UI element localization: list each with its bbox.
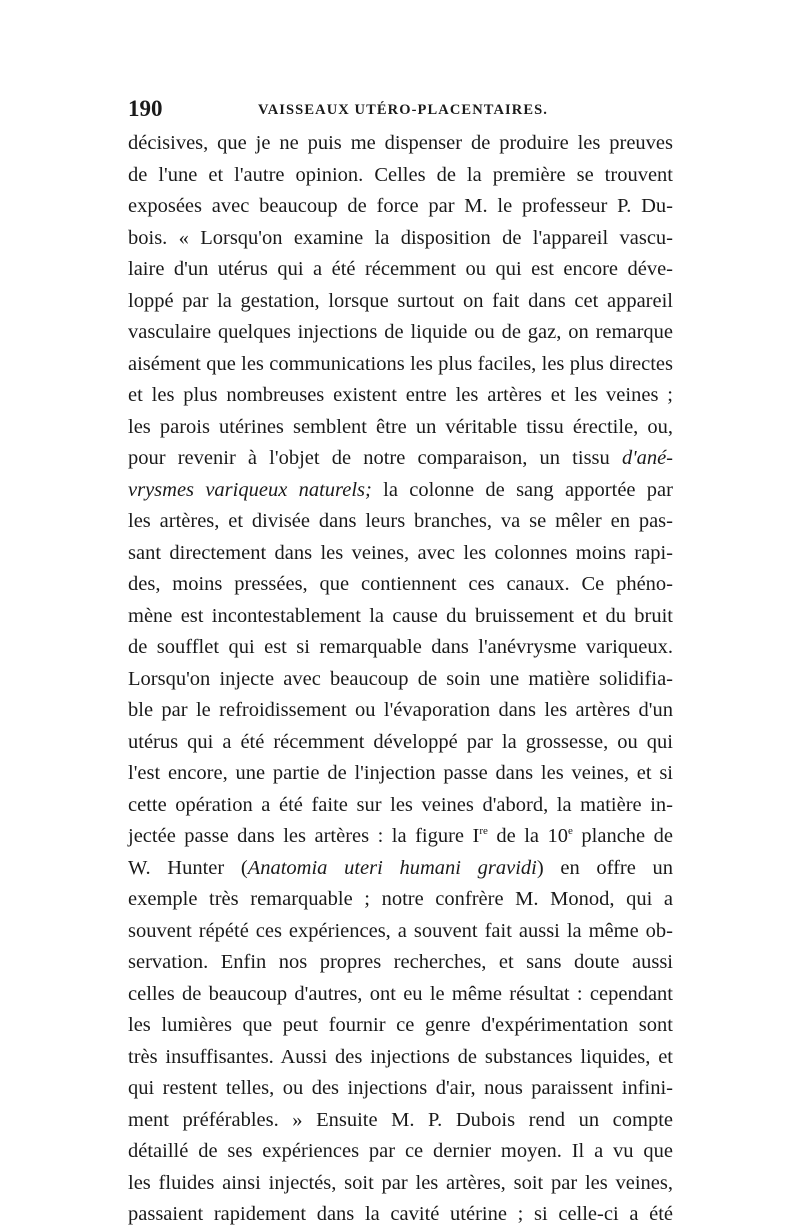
text-line bbox=[128, 632, 673, 664]
text-segment: les artères, et divisée dans leurs branches, va se mêler en pas- bbox=[128, 510, 673, 532]
text-segment: Lorsqu'on injecte avec beaucoup de soin une matière solidifia- bbox=[128, 667, 673, 690]
text-segment: des, moins pressées, que contiennent ces canaux. Ce phéno- bbox=[128, 573, 673, 595]
text-line bbox=[128, 695, 673, 727]
text-segment: mène est incontestablement la cause du bruissement et du bruit bbox=[128, 604, 673, 627]
text-line bbox=[128, 128, 673, 160]
text-line bbox=[128, 380, 673, 412]
text-segment: planche de bbox=[572, 825, 673, 847]
text-segment: détaillé de ses expériences par ce dernier moyen. Il a vu que bbox=[128, 1140, 673, 1162]
text-segment: décisives, que je ne puis me dispenser de produire les preuves bbox=[128, 132, 673, 154]
text-line bbox=[128, 947, 673, 979]
text-line bbox=[128, 664, 673, 696]
text-segment: les parois utérines semblent être un véritable tissu érectile, ou, bbox=[128, 415, 673, 438]
text-segment: de l'une et l'autre opinion. Celles de la première se trouvent bbox=[128, 163, 673, 186]
text-line bbox=[128, 443, 673, 475]
text-segment: souvent répété ces expériences, a souvent fait aussi la même ob- bbox=[128, 919, 673, 942]
text-line bbox=[128, 1105, 673, 1137]
text-line bbox=[128, 191, 673, 223]
text-segment: la colonne de sang apportée par bbox=[371, 478, 673, 501]
text-segment: qui restent telles, ou des injections d'air, nous paraissent infini- bbox=[128, 1077, 673, 1099]
text-line bbox=[128, 254, 673, 286]
page-number: 190 bbox=[128, 96, 163, 121]
text-line bbox=[128, 1168, 673, 1200]
text-segment: aisément que les communications les plus faciles, les plus directes bbox=[128, 352, 673, 375]
text-segment: W. Hunter ( bbox=[128, 856, 248, 879]
text-segment: jectée passe dans les artères : la figure I bbox=[128, 825, 480, 847]
text-segment: pour revenir à l'objet de notre comparaison, un tissu bbox=[128, 447, 622, 469]
body-text bbox=[128, 128, 673, 1231]
text-segment: celles de beaucoup d'autres, ont eu le même résultat : cependant bbox=[128, 982, 673, 1005]
text-segment: l'est encore, une partie de l'injection passe dans les veines, et si bbox=[128, 762, 673, 784]
text-segment: utérus qui a été récemment développé par la grossesse, ou qui bbox=[128, 730, 673, 753]
text-line bbox=[128, 821, 673, 853]
text-line bbox=[128, 601, 673, 633]
text-segment: servation. Enfin nos propres recherches, et sans doute aussi bbox=[128, 951, 673, 973]
text-line bbox=[128, 569, 673, 601]
text-segment: loppé par la gestation, lorsque surtout on fait dans cet appareil bbox=[128, 289, 673, 312]
text-segment: laire d'un utérus qui a été récemment ou qui est encore déve- bbox=[128, 258, 673, 280]
italic-text: Anatomia uteri humani gravidi bbox=[247, 856, 537, 879]
text-line bbox=[128, 1136, 673, 1168]
text-segment: ment préférables. » Ensuite M. P. Dubois rend un compte bbox=[128, 1108, 673, 1131]
text-line bbox=[128, 916, 673, 948]
superscript: re bbox=[479, 825, 488, 837]
text-line bbox=[128, 1042, 673, 1074]
text-line bbox=[128, 884, 673, 916]
text-line bbox=[128, 758, 673, 790]
text-line bbox=[128, 506, 673, 538]
text-line bbox=[128, 1073, 673, 1105]
text-segment: et les plus nombreuses existent entre les artères et les veines ; bbox=[128, 384, 673, 406]
text-segment: passaient rapidement dans la cavité utérine ; si celle-ci a été bbox=[128, 1203, 673, 1225]
text-segment: exemple très remarquable ; notre confrère M. Monod, qui a bbox=[128, 888, 673, 910]
text-segment: très insuffisantes. Aussi des injections de substances liquides, et bbox=[128, 1045, 673, 1068]
text-line bbox=[128, 790, 673, 822]
text-segment: les fluides ainsi injectés, soit par les artères, soit par les veines, bbox=[128, 1171, 673, 1194]
text-segment: exposées avec beaucoup de force par M. le professeur P. Du- bbox=[128, 195, 673, 217]
text-line bbox=[128, 475, 673, 507]
text-segment: ble par le refroidissement ou l'évaporation dans les artères d'un bbox=[128, 699, 673, 721]
italic-text: d'ané- bbox=[621, 447, 673, 469]
text-segment: de soufflet qui est si remarquable dans l'anévrysme variqueux. bbox=[128, 636, 673, 658]
text-segment: cette opération a été faite sur les veines d'abord, la matière in- bbox=[128, 793, 673, 816]
text-segment: de la 10 bbox=[487, 825, 569, 847]
text-segment: sant directement dans les veines, avec les colonnes moins rapi- bbox=[128, 541, 673, 564]
text-line bbox=[128, 538, 673, 570]
superscript: e bbox=[568, 825, 573, 837]
text-segment: les lumières que peut fournir ce genre d'expérimentation sont bbox=[128, 1014, 673, 1036]
italic-text: vrysmes variqueux naturels; bbox=[128, 478, 372, 501]
running-title: VAISSEAUX UTÉRO-PLACENTAIRES. bbox=[258, 102, 549, 118]
text-segment: vasculaire quelques injections de liquide ou de gaz, on remarque bbox=[128, 321, 673, 343]
text-line bbox=[128, 412, 673, 444]
text-line bbox=[128, 223, 673, 255]
text-segment: ) en offre un bbox=[536, 856, 673, 879]
text-line bbox=[128, 160, 673, 192]
text-line bbox=[128, 349, 673, 381]
text-line bbox=[128, 1010, 673, 1042]
page-header bbox=[128, 96, 668, 126]
text-line bbox=[128, 727, 673, 759]
text-line bbox=[128, 853, 673, 885]
text-line bbox=[128, 317, 673, 349]
text-segment: bois. « Lorsqu'on examine la disposition de l'appareil vascu- bbox=[128, 226, 673, 249]
text-line bbox=[128, 286, 673, 318]
text-line bbox=[128, 979, 673, 1011]
